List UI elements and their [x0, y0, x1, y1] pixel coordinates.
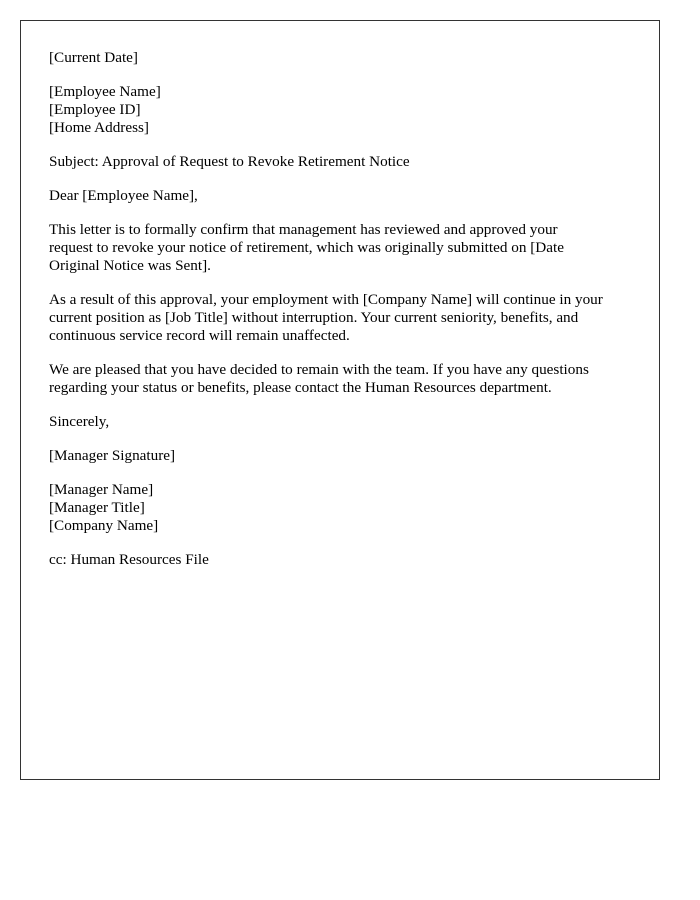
- paragraph-line: regarding your status or benefits, please contact the Human Resources department.: [49, 379, 552, 396]
- paragraph-line: As a result of this approval, your employment with [Company Name] will continue in your: [49, 291, 603, 308]
- paragraph-confirmation: [49, 221, 639, 275]
- letter-page: [20, 20, 660, 780]
- closing-block: [49, 413, 639, 431]
- sender-company: [Company Name]: [49, 517, 159, 534]
- paragraph-line: current position as [Job Title] without interruption. Your current seniority, benefits, and: [49, 309, 579, 326]
- letter-body: [49, 49, 639, 585]
- subject-block: [49, 153, 639, 171]
- recipient-block: [49, 83, 639, 137]
- subject-line: Subject: Approval of Request to Revoke Retirement Notice: [49, 153, 410, 170]
- sender-block: [49, 481, 639, 535]
- recipient-id: [Employee ID]: [49, 101, 141, 118]
- recipient-address: [Home Address]: [49, 119, 149, 136]
- paragraph-line: This letter is to formally confirm that management has reviewed and approved your: [49, 221, 558, 238]
- signature-placeholder: [Manager Signature]: [49, 447, 176, 464]
- cc-block: [49, 551, 639, 569]
- date-block: [49, 49, 639, 67]
- signature-block: [49, 447, 639, 465]
- closing: Sincerely,: [49, 413, 110, 430]
- paragraph-line: Original Notice was Sent].: [49, 257, 211, 274]
- salutation-block: [49, 187, 639, 205]
- paragraph-line: continuous service record will remain unaffected.: [49, 327, 350, 344]
- salutation: Dear [Employee Name],: [49, 187, 198, 204]
- letter-date: [Current Date]: [49, 49, 138, 66]
- paragraph-contact: [49, 361, 639, 397]
- paragraph-employment: [49, 291, 639, 345]
- paragraph-line: We are pleased that you have decided to remain with the team. If you have any questions: [49, 361, 589, 378]
- sender-name: [Manager Name]: [49, 481, 154, 498]
- cc-line: cc: Human Resources File: [49, 551, 209, 568]
- recipient-name: [Employee Name]: [49, 83, 161, 100]
- paragraph-line: request to revoke your notice of retirement, which was originally submitted on [Date: [49, 239, 564, 256]
- sender-title: [Manager Title]: [49, 499, 145, 516]
